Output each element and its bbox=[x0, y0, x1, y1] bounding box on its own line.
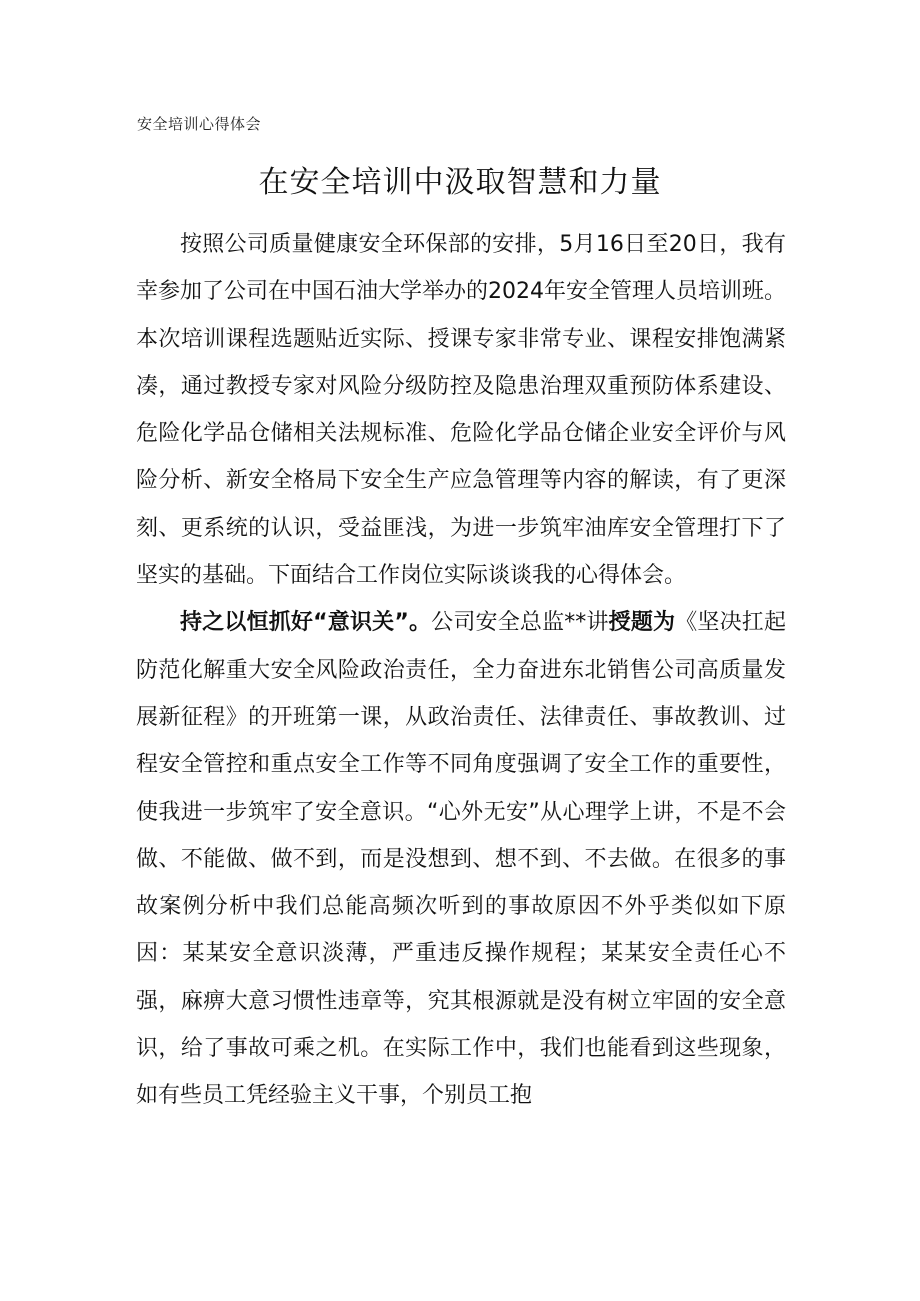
paragraph-lead-heading: 持之以恒抓好“意识关”。 bbox=[180, 610, 432, 636]
paragraph-text: 《坚决扛起防范化解重大安全风险政治责任，全力奋进东北销售公司高质量发展新征程》的开班第一课，从政治责任、法律责任、事故教训、过程安全管控和重点安全工作等不同角度强调了安全工作的重要性，使我进一步筑牢了安全意识。“心外无安”从心理学上讲，不是不会做、不能做、做不到，而是没想到、想不到、不去做。在很多的事故案例分析中我们总能高频次听到的事故原因不外乎类似如下原因：某某安全意识淡薄，严重违反操作规程；某某安全责任心不强，麻痹大意习惯性违章等，究其根源就是没有树立牢固的安全意识，给了事故可乘之机。在实际工作中，我们也能看到这些现象，如有些员工凭经验主义干事，个别员工抱 bbox=[136, 610, 786, 1109]
document-header: 安全培训心得体会 bbox=[137, 115, 262, 133]
paragraph-text: 公司安全总监**讲 bbox=[431, 610, 609, 636]
document-title: 在安全培训中汲取智慧和力量 bbox=[258, 165, 662, 200]
paragraph-intro: 按照公司质量健康安全环保部的安排，5月16日至20日，我有幸参加了公司在中国石油大学举办的2024年安全管理人员培训班。本次培训课程选题贴近实际、授课专家非常专业、课程安排饱满紧凑，通过教授专家对风险分级防控及隐患治理双重预防体系建设、危险化学品仓储相关法规标准、危险化学品仓储企业安全评价与风险分析、新安全格局下安全生产应急管理等内容的解读，有了更深刻、更系统的认识，受益匪浅，为进一步筑牢油库安全管理打下了坚实的基础。下面结合工作岗位实际谈谈我的心得体会。 bbox=[136, 232, 786, 589]
paragraph-awareness bbox=[136, 599, 786, 1119]
paragraph-bold-text: 授题为 bbox=[608, 610, 676, 636]
document-body bbox=[136, 221, 786, 1120]
